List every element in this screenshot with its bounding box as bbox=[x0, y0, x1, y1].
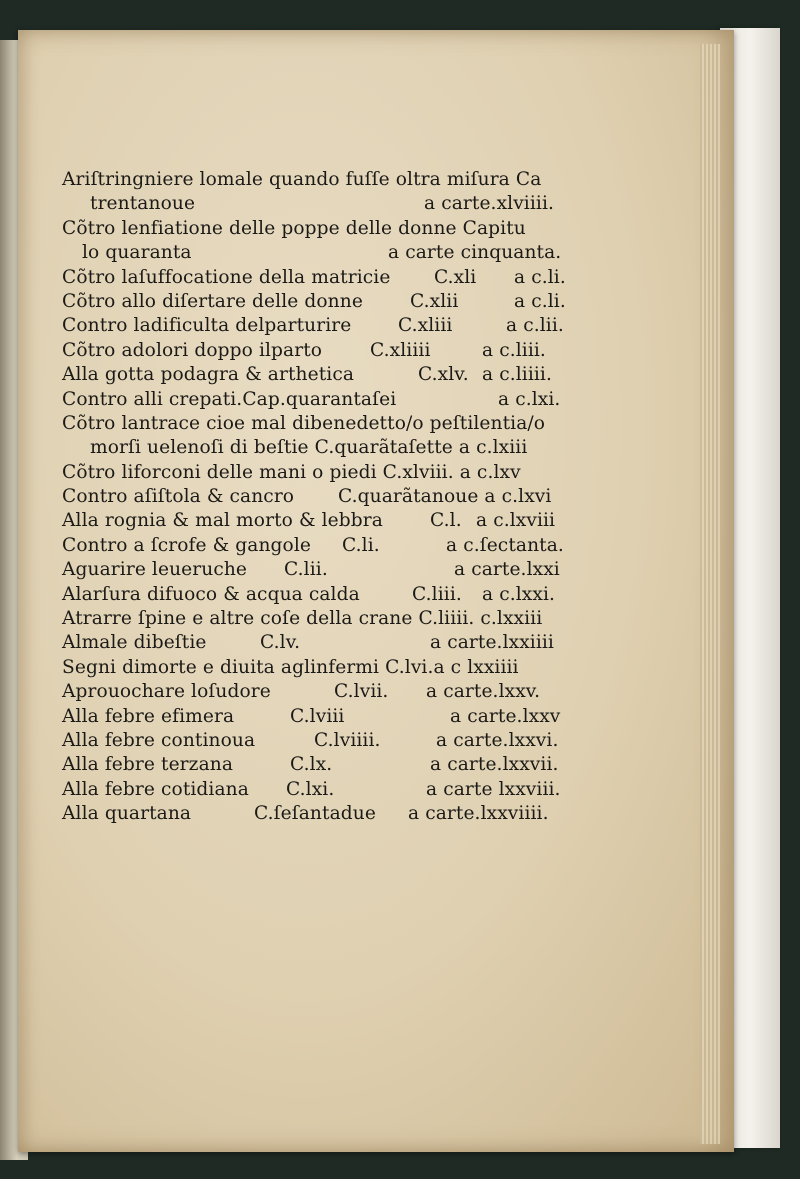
index-line-19: Atrarre ſpine e altre coſe della crane C.liiii. c.lxxiii bbox=[62, 608, 543, 630]
index-line-17: Aguarire leueruche C.lii. a carte.lxxi bbox=[62, 559, 560, 581]
index-line-21: Segni dimorte e diuita aglinfermi C.lvi.a c lxxiiii bbox=[62, 656, 519, 678]
index-line-4: lo quaranta a carte cinquanta. bbox=[82, 242, 562, 264]
index-line-7: Contro ladificulta delparturire C.xliii a c.lii. bbox=[62, 315, 564, 337]
page-fore-edge bbox=[700, 44, 720, 1144]
index-line-2: trentanoue a carte.xlviiii. bbox=[90, 193, 555, 215]
index-line-10: Contro alli crepati.Cap.quarantaſei a c.lxi. bbox=[62, 388, 561, 410]
index-line-14: Contro aſiſtola & cancro C.quarãtanoue a c.lxvi bbox=[62, 486, 552, 508]
index-line-11: Cõtro lantrace cioe mal dibenedetto/o peſtilentia/o bbox=[62, 412, 546, 434]
index-line-6: Cõtro allo diſertare delle donne C.xlii a c.li. bbox=[62, 290, 566, 312]
index-line-1: Ariſtringniere lomale quando fuſſe oltra miſura Ca bbox=[62, 169, 542, 190]
index-line-23: Alla febre efimera C.lviii a carte.lxxv bbox=[62, 705, 561, 727]
index-line-18: Alarſura difuoco & acqua calda C.liii. a c.lxxi. bbox=[62, 583, 555, 605]
index-line-27: Alla quartana C.ſeſantadue a carte.lxxviiii. bbox=[62, 803, 549, 825]
index-line-8: Cõtro adolori doppo ilparto C.xliiii a c.liii. bbox=[62, 339, 546, 361]
index-line-12: morſi uelenoſi di beſtie C.quarãtaſette a c.lxiii bbox=[90, 437, 528, 459]
index-line-26: Alla febre cotidiana C.lxi. a carte lxxviii. bbox=[62, 778, 561, 800]
index-line-22: Aprouochare loſudore C.lvii. a carte.lxxv. bbox=[62, 681, 541, 703]
index-line-24: Alla febre continoua C.lviiii. a carte.lxxvi. bbox=[62, 729, 559, 751]
index-line-25: Alla febre terzana C.lx. a carte.lxxvii. bbox=[62, 754, 559, 776]
index-line-20: Almale dibeſtie C.lv. a carte.lxxiiii bbox=[62, 632, 554, 654]
index-list bbox=[62, 168, 582, 827]
index-line-5: Cõtro laſuffocatione della matricie C.xli a c.li. bbox=[62, 266, 566, 288]
index-line-16: Contro a ſcrofe & gangole C.li. a c.ſectanta. bbox=[62, 534, 564, 556]
index-line-13: Cõtro liforconi delle mani o piedi C.xlviii. a c.lxv bbox=[62, 461, 521, 483]
index-line-15: Alla rognia & mal morto & lebbra C.l. a c.lxviii bbox=[62, 510, 556, 532]
index-line-9: Alla gotta podagra & arthetica C.xlv. a c.liiii. bbox=[62, 364, 552, 386]
index-line-3: Cõtro lenfiatione delle poppe delle donne Capitu bbox=[62, 217, 526, 239]
